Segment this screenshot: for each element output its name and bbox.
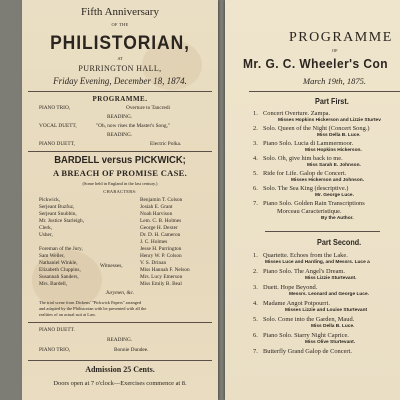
item-subtitle: Morceau Caracteristique. (277, 208, 342, 215)
item-title: Piano Solo. Golden Rain Transcriptions (263, 200, 365, 207)
item-performers: By the Author. (321, 216, 354, 221)
cast-actor: Mrs. Lucy Emerson (140, 274, 183, 280)
characters-heading: CHARACTERS: (103, 189, 137, 194)
item-title: Solo. Queen of the Night (Concert Song.) (263, 125, 370, 132)
cast-role: Elizabeth Cluppins, (39, 267, 81, 273)
post-play-detail: READING. (107, 337, 133, 343)
item-number: 2. (253, 125, 258, 132)
of-text: OF (332, 48, 338, 53)
cast-role: Clerk, (39, 225, 53, 231)
cast-role: Pickwick, (39, 197, 61, 203)
jurymen-label: Jurymen, &c. (105, 290, 135, 296)
cast-role: Nathaniel Winkle, (39, 260, 78, 266)
programme-item-label: PIANO DUETT, (39, 141, 75, 147)
item-title: Madame Angot Potpourri. (263, 300, 330, 307)
post-play-detail: Bonnie Dundee. (114, 347, 149, 353)
part-first-heading: Part First. (315, 96, 349, 106)
cast-actor: Lem. C. B. Holmes (140, 218, 182, 224)
divider (28, 360, 212, 361)
cast-role: Serjeant Buzfuz, (39, 204, 75, 210)
item-number: 1. (253, 110, 258, 117)
item-number: 6. (253, 185, 258, 192)
admission-text: Admission 25 Cents. (85, 365, 155, 374)
programme-heading: PROGRAMME. (92, 95, 148, 103)
cast-actor: Noah Harvison (140, 211, 173, 217)
cast-actor: Jesse H. Purrington (140, 246, 182, 252)
item-title: Ride for Life. Galop de Concert. (263, 170, 347, 177)
programme-item-detail: Overture to Tancredi (126, 105, 170, 111)
item-performers: Miss Della B. Luce. (311, 324, 355, 329)
cast-actor: V. S. Drinan (140, 260, 167, 266)
item-performers: Misses Hickerson and Johnson. (291, 178, 365, 183)
divider (28, 151, 212, 152)
item-number: 4. (253, 300, 258, 307)
item-title: Duett. Hope Beyond. (263, 284, 318, 291)
cast-role: Mrs. Bardell, (39, 281, 68, 287)
programme-item-label: VOCAL DUETT, (39, 123, 77, 129)
item-performers: Miss Sarah E. Johnson. (307, 163, 361, 168)
cast-actor: Benjamin T. Colson (140, 197, 183, 203)
item-number: 5. (253, 316, 258, 323)
cast-role: Susannah Sanders, (39, 274, 79, 280)
item-title: Butterfly Grand Galop de Concert. (263, 348, 352, 355)
item-number: 5. (253, 170, 258, 177)
item-performers: Miss Olive Sturtevant. (305, 340, 356, 345)
programme-item-detail: "Oh, now rises the Master's Song," (96, 123, 170, 129)
programme-item-detail: READING. (107, 114, 133, 120)
cast-role: Serjeant Snubbin, (39, 211, 77, 217)
cast-role: Sam Weller, (39, 253, 65, 259)
item-number: 3. (253, 284, 258, 291)
item-performers: Messrs. Leonard and George Luce. (289, 292, 369, 297)
cast-role: Usher, (39, 232, 53, 238)
cast-actor: Dr. D. H. Cameron (140, 232, 181, 238)
item-performers: Misses Luce and Harding, and Messrs. Luce a (265, 260, 370, 265)
item-performers: Miss Hopkins Hickerson. (305, 148, 362, 153)
item-number: 7. (253, 348, 258, 355)
programme-item-detail: Electric Polka. (150, 141, 182, 147)
item-performers: Mr. George Luce. (315, 193, 354, 198)
cast-actor: Miss Hannah F. Nelson (140, 267, 190, 273)
concert-date: March 19th, 1875. (303, 76, 366, 86)
divider (249, 91, 400, 92)
at-text: AT (117, 56, 123, 61)
divider (28, 91, 212, 92)
item-number: 1. (253, 252, 258, 259)
item-performers: Miss Della B. Luce. (317, 133, 361, 138)
cast-role: Mr. Justice Starleigh, (39, 218, 85, 224)
event-date: Friday Evening, December 18, 1874. (53, 76, 187, 86)
programme-item-detail: READING. (107, 132, 133, 138)
programme-title: PROGRAMME (289, 30, 393, 45)
post-play-label: PIANO TRIO, (39, 347, 71, 353)
item-title: Quartette. Echoes from the Lake. (263, 252, 348, 259)
item-title: Piano Solo. Starry Night Caprice. (263, 332, 349, 339)
cast-actor: J. C. Holmes (140, 239, 168, 245)
cast-role: Foreman of the Jury, (39, 246, 83, 252)
philistorian-program-sheet (22, 0, 218, 400)
cast-actor: George H. Dexter (140, 225, 178, 231)
item-number: 2. (253, 268, 258, 275)
post-play-label: PIANO DUETT. (39, 327, 75, 333)
witnesses-label: Witnesses, (100, 263, 123, 269)
divider (265, 231, 380, 232)
item-title: Solo. The Sea King (descriptive.) (263, 185, 349, 192)
divider (28, 322, 212, 323)
item-title: Solo. Come into the Garden, Maud. (263, 316, 355, 323)
play-note: (Some held in England in the last century.) (82, 181, 158, 186)
item-performers: Misses Hopkins Hickerson and Lizzie Sturtev (278, 118, 381, 123)
trial-note-line: and adapted by the Philistorian with be presented with all the (39, 306, 147, 311)
item-number: 7. (253, 200, 258, 207)
cast-actor: Henry W. P. Colson (140, 253, 182, 259)
wheeler-concert-program-sheet (225, 0, 400, 400)
anniversary-title: Fifth Anniversary (81, 6, 159, 18)
item-number: 3. (253, 140, 258, 147)
concert-name: Mr. G. C. Wheeler's Con (243, 56, 389, 71)
item-title: Piano Solo. Lucia di Lammermoor. (263, 140, 354, 147)
of-the-text: OF THE (111, 22, 129, 27)
society-name: PHILISTORIAN, (50, 33, 190, 54)
play-title: BARDELL versus PICKWICK; (54, 154, 186, 166)
item-number: 4. (253, 155, 258, 162)
part-second-heading: Part Second. (317, 237, 362, 247)
play-subtitle: A BREACH OF PROMISE CASE. (53, 168, 187, 178)
item-title: Solo. Oh, give him back to me. (263, 155, 343, 162)
programme-item-label: PIANO TRIO, (39, 105, 71, 111)
item-title: Concert Overture. Zampa. (263, 110, 331, 117)
cast-actor: Miss Emily B. Beal (140, 281, 182, 287)
hall-name: PURRINGTON HALL, (78, 64, 162, 73)
trial-note-line: realities of an actual suit at Law. (39, 312, 96, 317)
doors-text: Doors open at 7 o'clock—Exercises commence at 8. (53, 380, 187, 387)
cast-actor: Josiah E. Grant (140, 204, 173, 210)
item-performers: Miss Lizzie Sturtevant. (305, 276, 357, 281)
trial-note-line: The trial scene from Dickens' "Pickwick Papers" arranged (39, 300, 142, 305)
item-performers: Misses Lizzie and Louise Sturtevant (285, 308, 368, 313)
item-title: Piano Solo. The Angel's Dream. (263, 268, 345, 275)
item-number: 6. (253, 332, 258, 339)
